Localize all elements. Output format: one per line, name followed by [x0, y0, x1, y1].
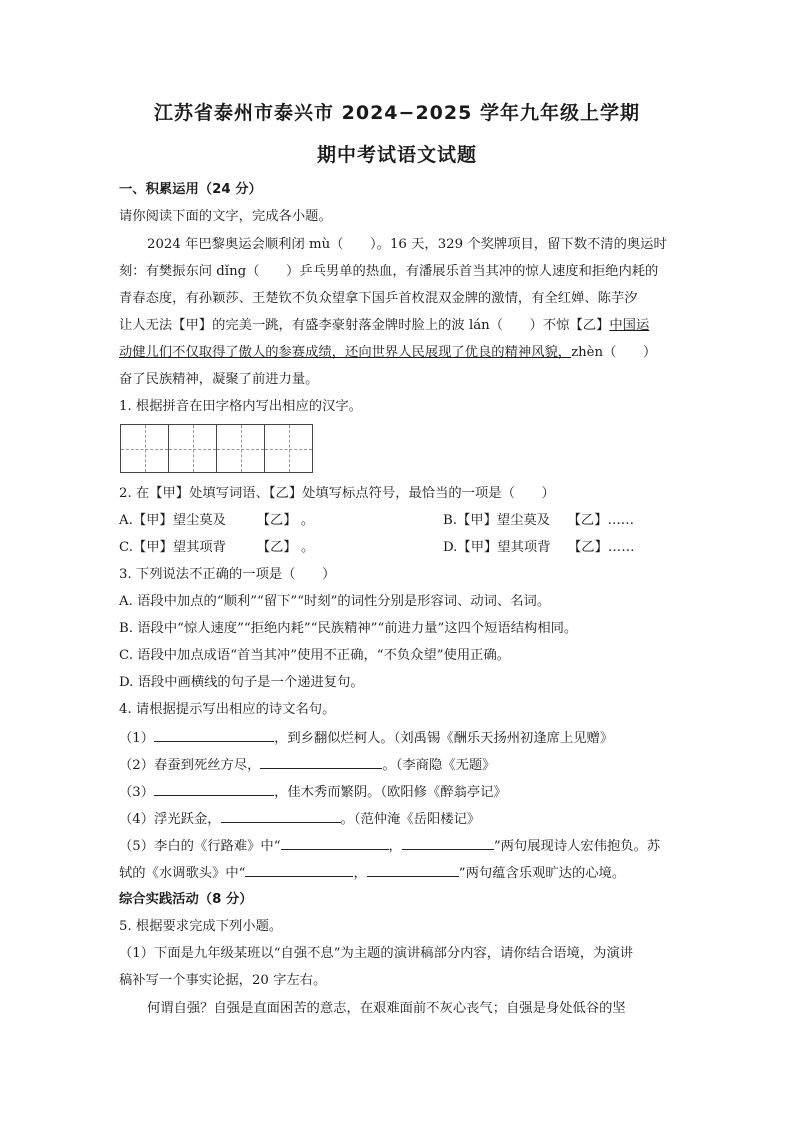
tianzige-cell[interactable]	[264, 424, 313, 473]
answer-blank[interactable]	[154, 728, 274, 742]
answer-blank[interactable]	[154, 782, 274, 796]
q3-option-c: C. 语段中加点成语“首当其冲”使用不正确，“不负众望”使用正确。	[119, 648, 511, 663]
tianzige-cell[interactable]	[216, 424, 265, 473]
q2-option-c: C.【甲】望其项背 【乙】 。	[119, 540, 315, 555]
q4-item-1	[119, 728, 613, 748]
section1-intro: 请你阅读下面的文字，完成各小题。	[119, 209, 332, 224]
underlined-sentence-start: 中国运	[609, 318, 650, 333]
answer-blank[interactable]	[281, 836, 389, 850]
q4-item-5-text-a: （5）李白的《行路难》中“	[119, 839, 281, 854]
q5-1-line1: （1）下面是九年级某班以“自强不息”为主题的演讲稿部分内容，请你结合语境，为演讲	[119, 946, 634, 961]
answer-blank[interactable]	[260, 755, 382, 769]
underlined-sentence: 动健儿们不仅取得了傲人的参赛成绩，还向世界人民展现了优良的精神风貌，	[119, 345, 572, 360]
tianzige-cell[interactable]	[168, 424, 217, 473]
q5-1-line2: 稿补写一个事实论据，20 字左右。	[119, 973, 327, 988]
passage-line-4	[119, 317, 649, 335]
q4-item-3-text: ，佳木秀而繁阴。（欧阳修《醉翁亭记》	[274, 785, 507, 800]
q4-item-1-text: ，到乡翻似烂柯人。（刘禹锡《酬乐天扬州初逢席上见赠》	[274, 731, 614, 746]
q4-item-4	[119, 809, 480, 829]
q2-option-b: B.【甲】望尘莫及 【乙】……	[443, 513, 635, 528]
passage-line-5	[119, 344, 656, 362]
q5-speech-text: 何谓自强？自强是直面困苦的意志，在艰难面前不灰心丧气；自强是身处低谷的坚	[147, 1001, 626, 1016]
q4-item-5-text-f: ”两句蕴含乐观旷达的心境。	[458, 866, 626, 881]
answer-blank[interactable]	[367, 863, 459, 877]
q4-item-5-line1	[119, 836, 660, 856]
q4-item-4-source: 。（范仲淹《岳阳楼记》	[340, 812, 481, 827]
passage-line-6: 奋了民族精神，凝聚了前进力量。	[119, 372, 319, 387]
question-5: 5. 根据要求完成下列小题。	[119, 919, 283, 934]
passage-line-4-text: 让人无法【甲】的完美一跳，有盛李豪射落金牌时脸上的波 lán（ ）不惊【乙】	[119, 318, 610, 333]
passage-line-5-tail: zhèn（ ）	[571, 345, 657, 360]
q2-option-d: D.【甲】望其项背 【乙】……	[443, 540, 635, 555]
q4-item-5-line2	[119, 863, 625, 883]
question-3: 3. 下列说法不正确的一项是（ ）	[119, 567, 336, 582]
q4-item-1-prefix: （1）	[119, 731, 155, 746]
q2-option-a: A.【甲】望尘莫及 【乙】 。	[119, 513, 315, 528]
passage-line-1: 2024 年巴黎奥运会顺利闭 mù（ ）。16 天，329 个奖牌项目，留下数不清的奥运时	[147, 237, 667, 252]
q4-item-5-comma-2: ，	[353, 866, 367, 881]
answer-blank[interactable]	[402, 836, 494, 850]
passage-line-3: 青春态度，有孙颖莎、王楚钦不负众望拿下国乒首枚混双金牌的激情，有全红婵、陈芋汐	[119, 291, 638, 306]
passage-line-2: 刻：有樊振东问 dǐng（ ）乒乓男单的热血，有潘展乐首当其冲的惊人速度和拒绝内耗的	[119, 264, 659, 279]
q3-option-b: B. 语段中“惊人速度”“拒绝内耗”“民族精神”“前进力量”这四个短语结构相同。	[119, 621, 578, 636]
tianzige-grid[interactable]	[120, 424, 312, 473]
q3-option-a: A. 语段中加点的“顺利”“留下”“时刻”的词性分别是形容词、动词、名词。	[119, 594, 551, 609]
exam-title-line2: 期中考试语文试题	[316, 144, 477, 166]
q4-item-2-source: 。（李商隐《无题》	[382, 758, 496, 773]
answer-blank[interactable]	[245, 863, 353, 877]
q4-item-3-prefix: （3）	[119, 785, 155, 800]
q4-item-2-text: （2）春蚕到死丝方尽，	[119, 758, 261, 773]
q3-option-d: D. 语段中画横线的句子是一个递进复句。	[119, 675, 364, 690]
q4-item-5-comma: ，	[388, 839, 402, 854]
answer-blank[interactable]	[221, 809, 341, 823]
exam-title-line1: 江苏省泰州市泰兴市 2024−2025 学年九年级上学期	[154, 102, 640, 124]
section1-heading: 一、积累运用（24 分）	[119, 182, 262, 197]
q4-item-3	[119, 782, 507, 802]
question-4: 4. 请根据提示写出相应的诗文名句。	[119, 702, 336, 717]
q4-item-5-text-d: 轼的《水调歌头》中“	[119, 866, 246, 881]
question-1: 1. 根据拼音在田字格内写出相应的汉字。	[119, 399, 362, 414]
tianzige-cell[interactable]	[120, 424, 169, 473]
section2-heading: 综合实践活动（8 分）	[119, 892, 253, 907]
question-2: 2. 在【甲】处填写词语、【乙】处填写标点符号，最恰当的一项是（ ）	[119, 486, 555, 501]
q4-item-5-text-c: ”两句展现诗人宏伟抱负。苏	[493, 839, 661, 854]
q4-item-4-text: （4）浮光跃金，	[119, 812, 221, 827]
q4-item-2	[119, 755, 495, 775]
